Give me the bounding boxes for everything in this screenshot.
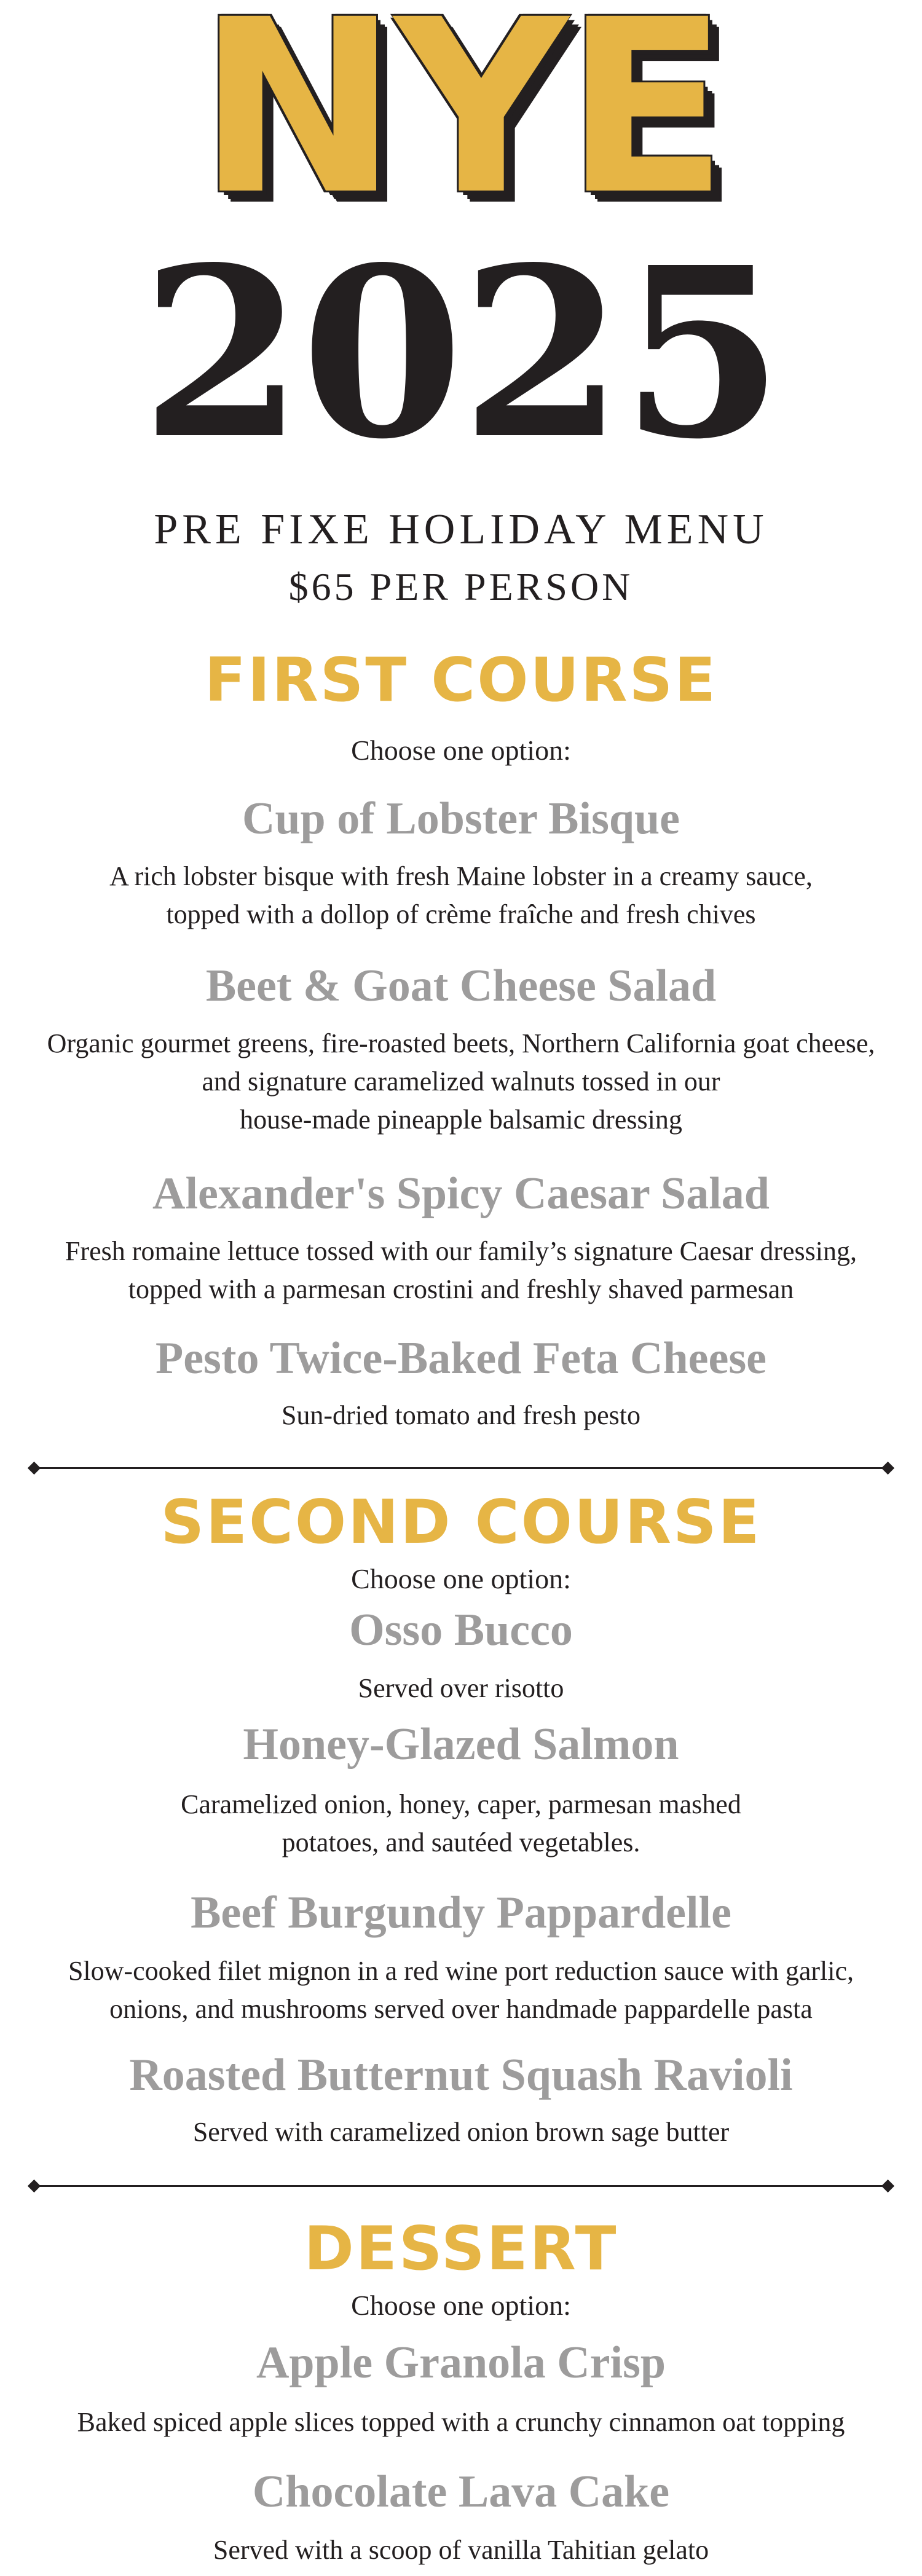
dish-description: Served with a scoop of vanilla Tahitian gelato: [213, 2535, 709, 2565]
dish-name: Cup of Lobster Bisque: [242, 794, 680, 844]
first-course-heading: FIRST COURSE: [204, 645, 718, 715]
dish-description: onions, and mushrooms served over handmade pappardelle pasta: [109, 1994, 813, 2024]
dish-description: Fresh romaine lettuce tossed with our family’s signature Caesar dressing,: [65, 1236, 857, 1266]
first-course-choose-note: Choose one option:: [351, 735, 571, 766]
section-divider: [27, 2178, 895, 2194]
divider-line: [36, 2185, 886, 2187]
dish-description: A rich lobster bisque with fresh Maine lobster in a creamy sauce,: [109, 861, 813, 891]
hero-year: 2025: [141, 216, 781, 490]
dish-description: topped with a parmesan crostini and freshly shaved parmesan: [128, 1274, 794, 1304]
dish-description: Sun-dried tomato and fresh pesto: [281, 1400, 641, 1430]
dish-name: Apple Granola Crisp: [256, 2338, 666, 2388]
section-divider: [27, 1460, 895, 1476]
dish-description: Served over risotto: [358, 1673, 564, 1703]
dish-name: Chocolate Lava Cake: [252, 2467, 670, 2517]
dish-name: Alexander's Spicy Caesar Salad: [152, 1168, 770, 1219]
dessert-heading: DESSERT: [304, 2214, 618, 2284]
dish-description: topped with a dollop of crème fraîche and fresh chives: [166, 899, 756, 929]
dish-description: and signature caramelized walnuts tossed in our: [202, 1066, 720, 1097]
dish-name: Roasted Butternut Squash Ravioli: [129, 2050, 793, 2100]
diamond-ornament-icon: [28, 1462, 41, 1475]
dish-name: Beef Burgundy Pappardelle: [191, 1888, 731, 1938]
dish-name: Osso Bucco: [349, 1605, 573, 1655]
second-course-choose-note: Choose one option:: [351, 1563, 571, 1594]
second-course-heading: SECOND COURSE: [160, 1487, 762, 1558]
dish-name: Beet & Goat Cheese Salad: [205, 961, 717, 1011]
dish-description: Slow-cooked filet mignon in a red wine port reduction sauce with garlic,: [68, 1956, 854, 1986]
diamond-ornament-icon: [881, 1462, 894, 1475]
dish-description: Served with caramelized onion brown sage butter: [192, 2117, 730, 2147]
diamond-ornament-icon: [28, 2180, 41, 2192]
dish-name: Honey-Glazed Salmon: [243, 1719, 679, 1770]
dessert-choose-note: Choose one option:: [351, 2290, 571, 2321]
dish-description: house-made pineapple balsamic dressing: [240, 1105, 682, 1135]
dish-description: potatoes, and sautéed vegetables.: [282, 1827, 640, 1857]
diamond-ornament-icon: [881, 2180, 894, 2192]
divider-line: [36, 1467, 886, 1469]
menu-subtitle: PRE FIXE HOLIDAY MENU: [154, 506, 768, 553]
hero-title-nye: NYE: [197, 0, 725, 247]
price-per-person: $65 PER PERSON: [288, 565, 634, 609]
dish-description: Organic gourmet greens, fire-roasted beets, Northern California goat cheese,: [47, 1028, 875, 1058]
dish-description: Caramelized onion, honey, caper, parmesan mashed: [181, 1789, 741, 1819]
dish-description: Baked spiced apple slices topped with a crunchy cinnamon oat topping: [77, 2407, 845, 2437]
dish-name: Pesto Twice-Baked Feta Cheese: [156, 1333, 766, 1384]
